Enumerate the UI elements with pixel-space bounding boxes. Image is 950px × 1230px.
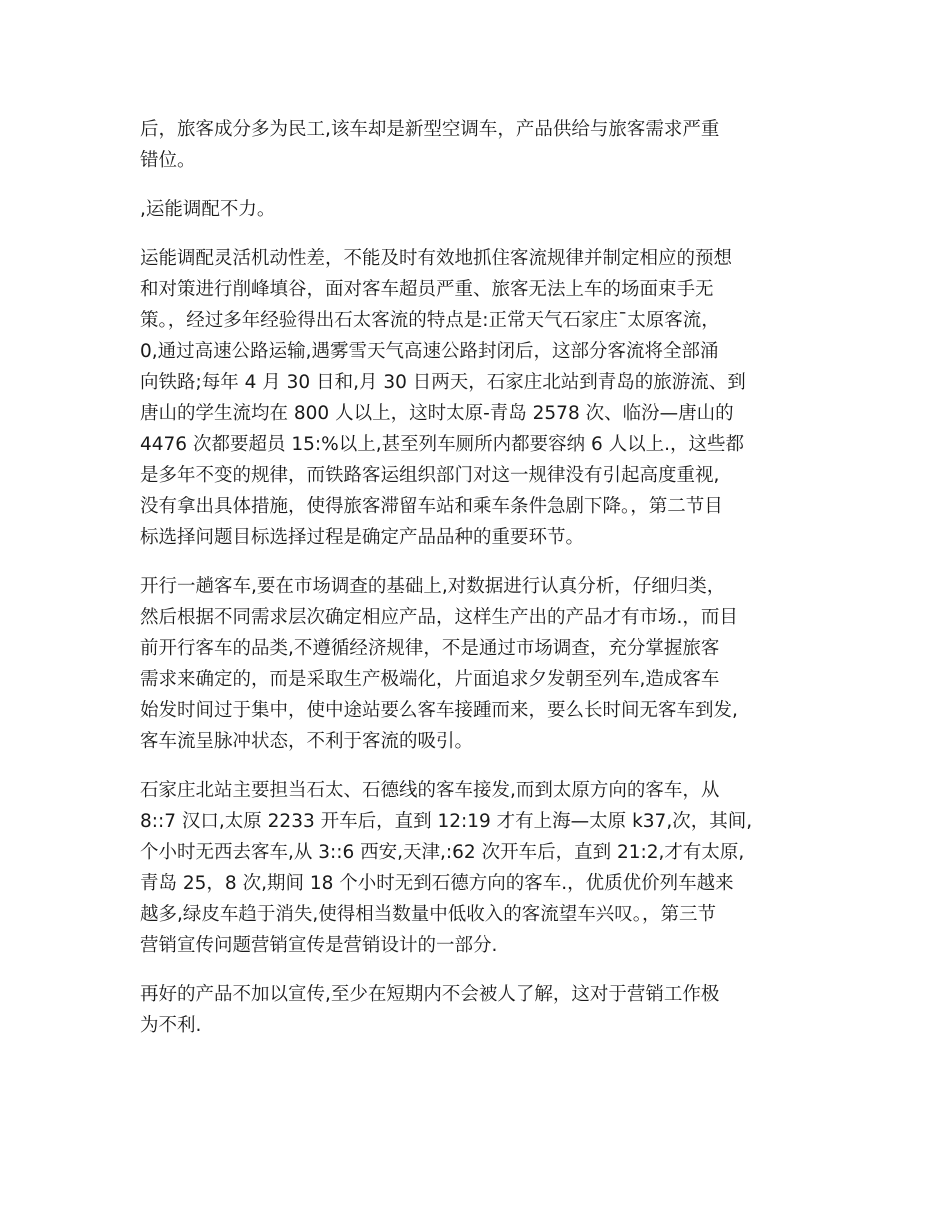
paragraph: 再好的产品不加以宣传,至少在短期内不会被人了解，这对于营销工作极 为不利. bbox=[140, 984, 720, 1036]
paragraph: 开行一趟客车,要在市场调查的基础上,对数据进行认真分析，仔细归类， 然后根据不同需求层次确定相应产品，这样生产出的产品才有市场.，而目 前开行客车的品类,不遵循经济规律，不是通过市场调查，充分掌握旅客 需求来确定的，而是采取生产极端化，片面追求夕发朝至列车,造成客车 始发时间过于集中，使中途站要么客车接踵而来，要么长时间无客车到发, 客车流呈脉冲状态，不利于客流的吸引。 bbox=[140, 576, 738, 752]
document-page bbox=[140, 114, 820, 1059]
paragraph: 后，旅客成分多为民工,该车却是新型空调车，产品供给与旅客需求严重 错位。 bbox=[140, 119, 720, 171]
paragraph: 石家庄北站主要担当石太、石德线的客车接发,而到太原方向的客车，从 8::7 汉口,太原 2233 开车后，直到 12:19 才有上海—太原 k37,次，其间, 个小时无西去客车,从 3::6 西安,天津,:62 次开车后，直到 21:2,才有太原, 青岛 25，8 次,期间 18 个小时无到石德方向的客车.，优质优价列车越来 越多,绿皮车趋于消失,使得相当数量中低收入的客流望车兴叹。，第三节 营销宣传问题营销宣传是营销设计的一部分. bbox=[140, 780, 753, 956]
paragraph: 运能调配灵活机动性差，不能及时有效地抓住客流规律并制定相应的预想 和对策进行削峰填谷，面对客车超员严重、旅客无法上车的场面束手无 策。，经过多年经验得出石太客流的特点是:正常天气石家庄¯太原客流， 0,通过高速公路运输,遇雾雪天气高速公路封闭后，这部分客流将全部涌 向铁路;每年 4 月 30 日和,月 30 日两天，石家庄北站到青岛的旅游流、到 唐山的学生流均在 800 人以上，这时太原-青岛 2578 次、临汾—唐山的 4476 次都要超员 15:%以上,甚至列车厕所内都要容纳 6 人以上.，这些都 是多年不变的规律，而铁路客运组织部门对这一规律没有引起高度重视, 没有拿出具体措施，使得旅客滞留车站和乘车条件急剧下降。，第二节目 标选择问题目标选择过程是确定产品品种的重要环节。 bbox=[140, 248, 746, 548]
paragraph: ,运能调配不力。 bbox=[140, 199, 276, 220]
